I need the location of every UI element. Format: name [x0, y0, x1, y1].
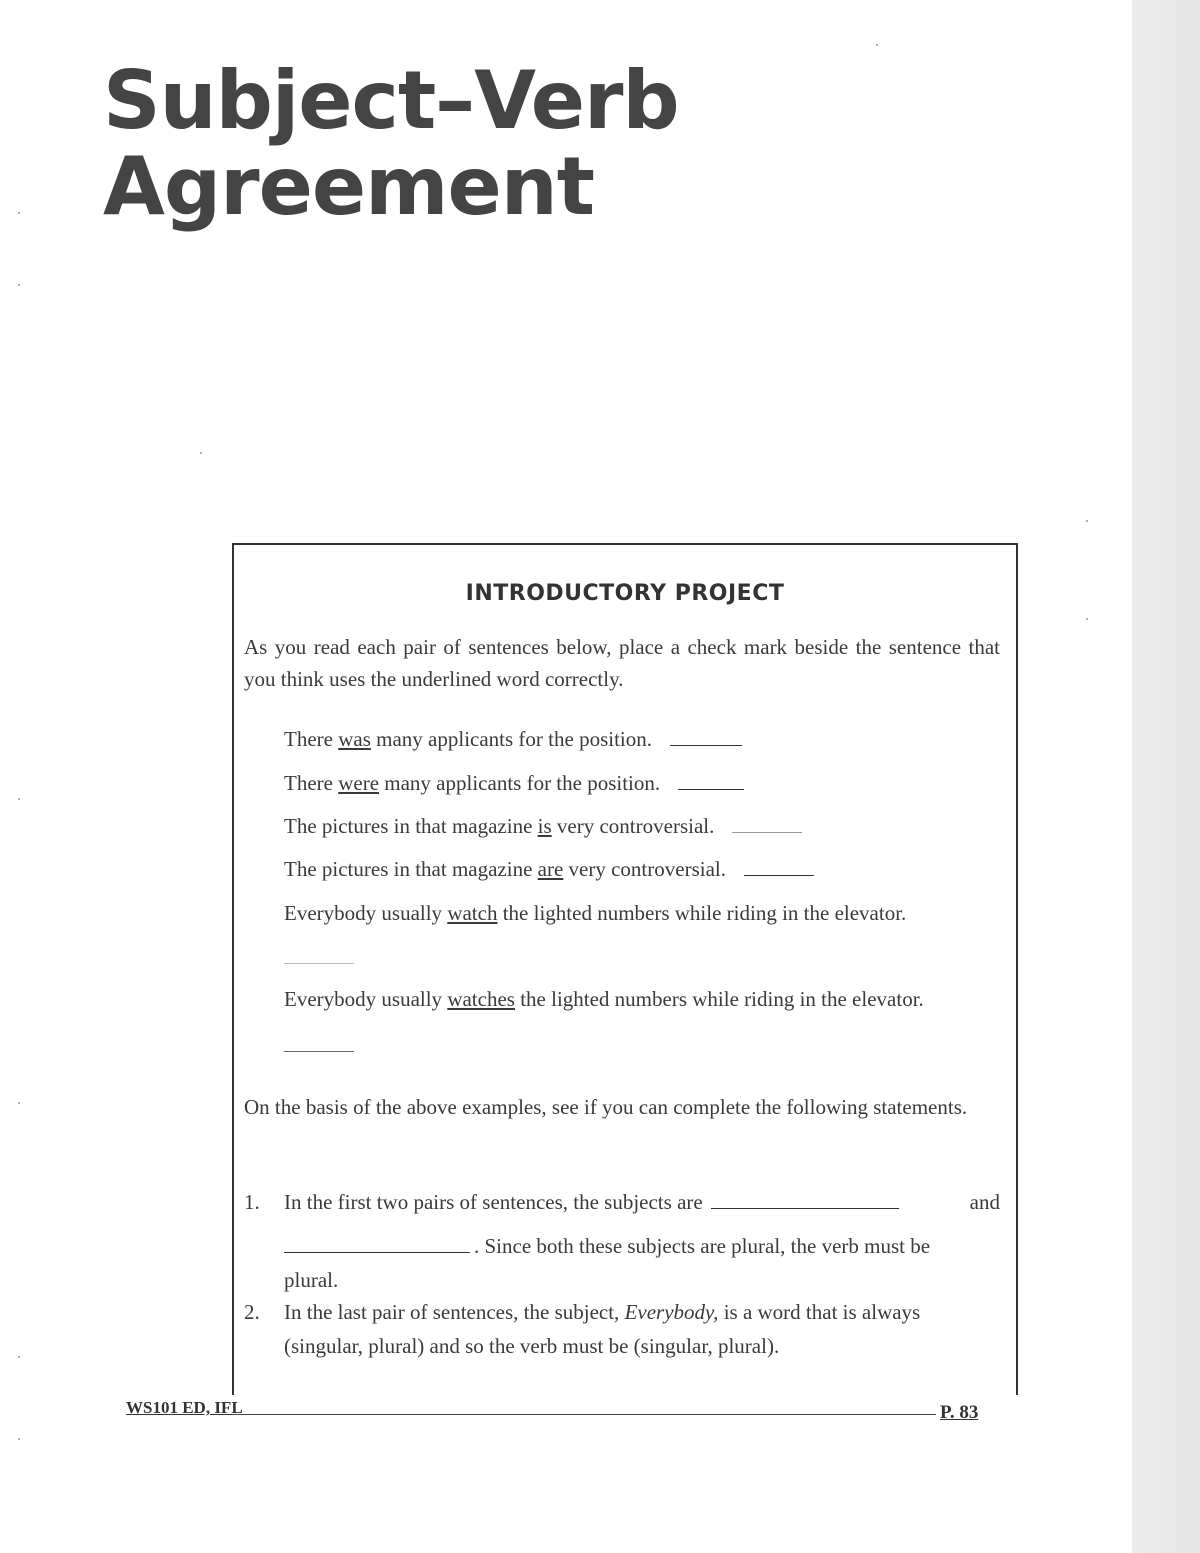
sentence-6: Everybody usually watches the lighted numbers while riding in the elevator.	[284, 987, 924, 1011]
subject-blank-2[interactable]	[284, 1252, 470, 1253]
title-line-1: Subject–Verb	[103, 54, 679, 147]
scan-speck	[18, 284, 20, 286]
statement-number: 1.	[244, 1190, 260, 1214]
sentence-1: There was many applicants for the position.	[284, 727, 742, 752]
footer-course-code: WS101 ED, IFL	[126, 1398, 243, 1417]
check-blank[interactable]	[744, 875, 814, 876]
sentence-3: The pictures in that magazine is very controversial.	[284, 814, 802, 839]
scan-speck	[200, 452, 202, 454]
project-heading: INTRODUCTORY PROJECT	[465, 581, 785, 606]
scan-speck	[18, 798, 20, 800]
sentence-2: There were many applicants for the position.	[284, 771, 744, 796]
scan-speck	[1086, 618, 1088, 620]
scan-speck	[876, 44, 878, 46]
check-blank[interactable]	[284, 1051, 354, 1052]
statement-number: 2.	[244, 1300, 260, 1324]
footer-rule	[232, 1414, 936, 1415]
footer-page-number: P. 83	[940, 1402, 979, 1423]
underlined-word: is	[537, 814, 552, 838]
underlined-word: are	[537, 857, 564, 881]
sentence-4: The pictures in that magazine are very controversial.	[284, 857, 814, 882]
check-blank[interactable]	[732, 832, 802, 833]
underlined-word: watch	[447, 901, 498, 925]
introductory-project-box: INTRODUCTORY PROJECT As you read each pair of sentences below, place a check mark beside the sentence that you think uses the underlined word correctly. There was many applicants for the position. There were many applicants for the position. The pictures in that magazine is very controversial. The pictures in that magazine are very controversial. Everybody usually watch the lighted numbers while riding in the elevator. Everybody usually watches the lighted numbers while riding in the elevator. On the basis of the above examples, see if you can complete the following statements. 1. In the first two pairs of sentences, the subjects are and . Since both these subjects are plural, the verb must be plural. 2. In the last pair of sentences, the subject, Everybody, is a word that is always (singular, plural) and so the verb must be (singular, plural).	[232, 543, 1018, 1395]
underlined-word: watches	[447, 987, 515, 1011]
scan-speck	[1086, 520, 1088, 522]
scan-speck	[18, 1438, 20, 1440]
subject-blank-1[interactable]	[711, 1208, 899, 1209]
check-blank[interactable]	[284, 963, 354, 964]
underlined-word: were	[338, 771, 380, 795]
scan-edge	[1132, 0, 1200, 1553]
scan-speck	[18, 212, 20, 214]
scan-speck	[18, 1356, 20, 1358]
basis-paragraph: On the basis of the above examples, see if you can complete the following statements.	[244, 1095, 968, 1119]
sentence-5: Everybody usually watch the lighted numbers while riding in the elevator.	[284, 901, 907, 925]
scan-speck	[18, 1102, 20, 1104]
check-blank[interactable]	[678, 789, 744, 790]
check-blank[interactable]	[670, 745, 742, 746]
underlined-word: was	[338, 727, 371, 751]
page-title	[103, 54, 679, 233]
title-line-2: Agreement	[103, 140, 594, 233]
project-instructions: As you read each pair of sentences below, place a check mark beside the sentence that you think uses the underlined word correctly.	[244, 635, 1000, 691]
